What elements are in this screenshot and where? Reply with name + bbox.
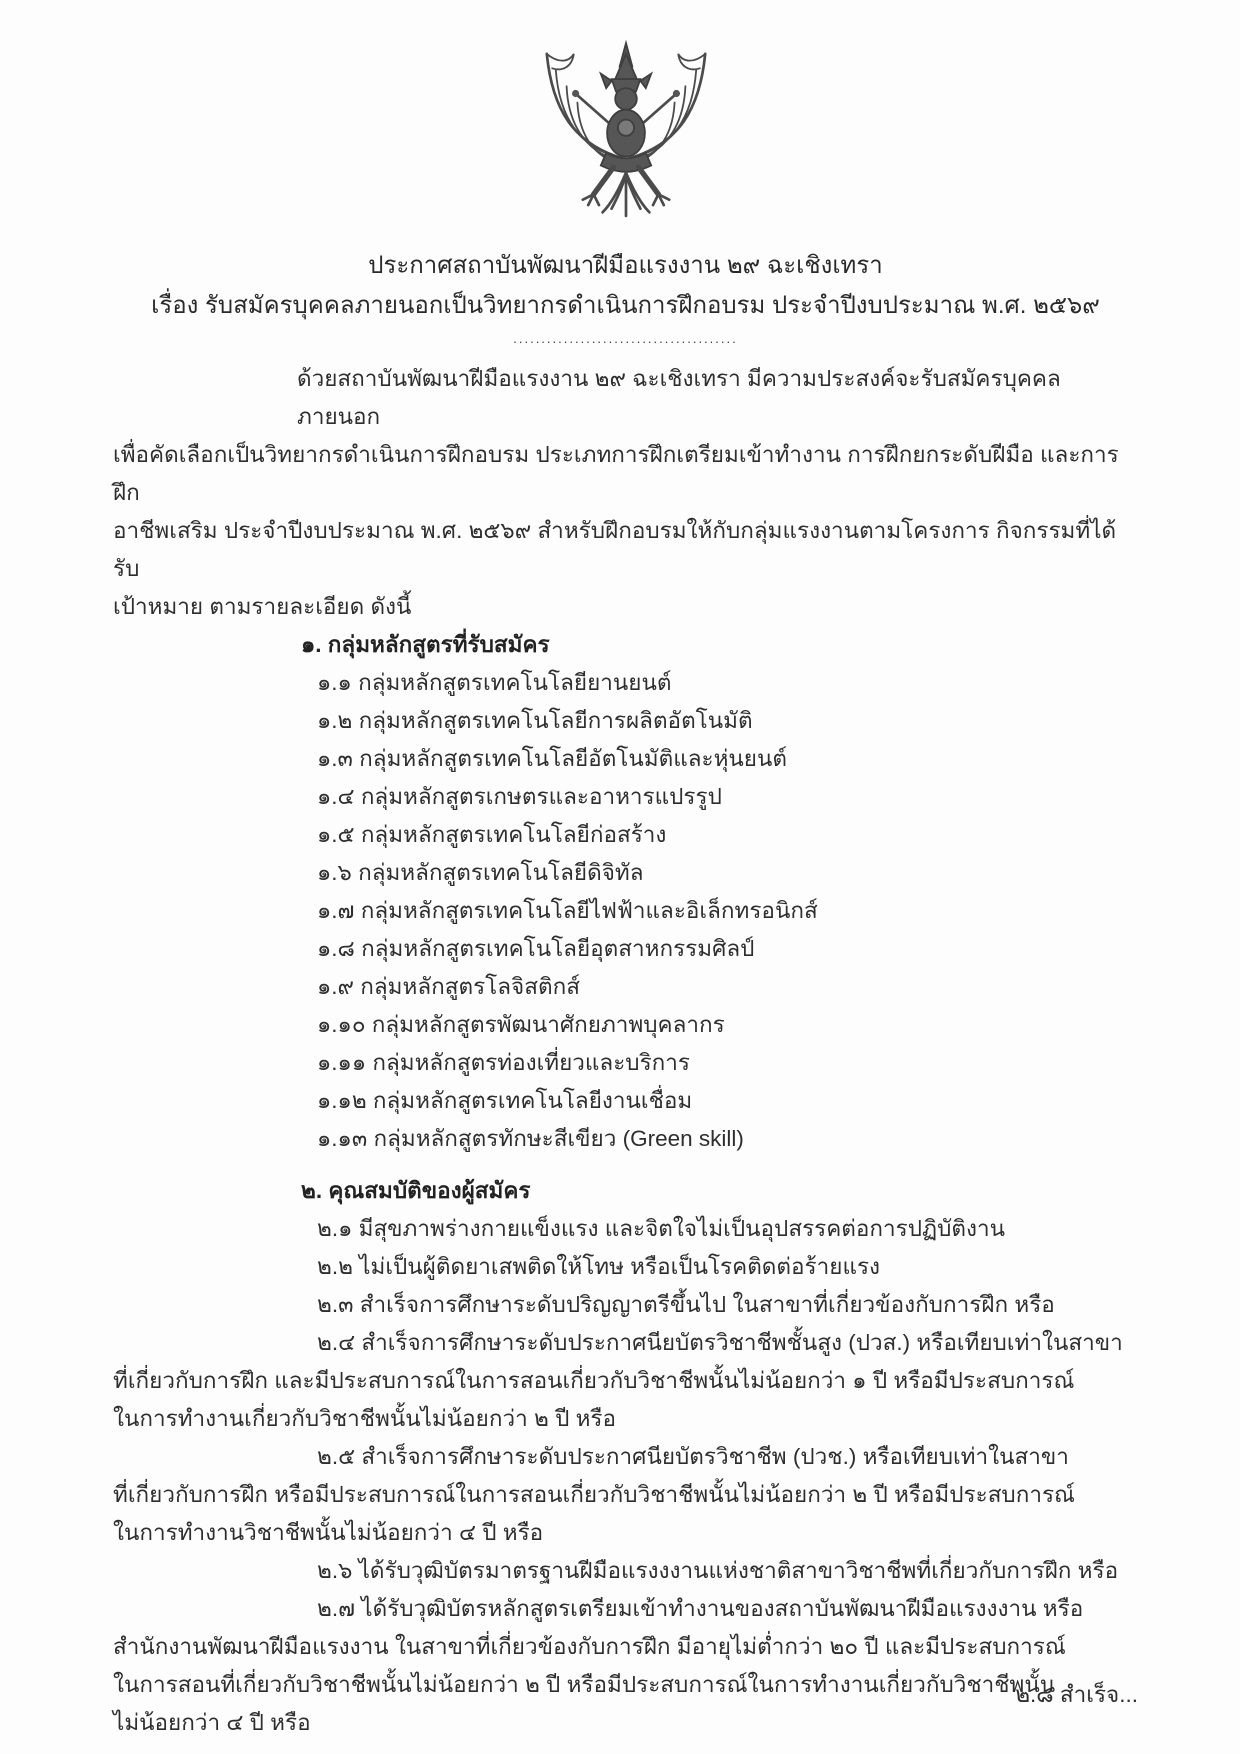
qualification-item-continuation: ที่เกี่ยวกับการฝึก หรือมีประสบการณ์ในการสอนเกี่ยวกับวิชาชีพนั้นไม่น้อยกว่า ๒ ปี หรือมีประสบการณ์ <box>113 1482 1075 1507</box>
course-group-item: ๑.๑๐ กลุ่มหลักสูตรพัฒนาศักยภาพบุคลากร <box>317 1012 725 1037</box>
qualification-item-continuation: ในการสอนที่เกี่ยวกับวิชาชีพนั้นไม่น้อยกว่า ๒ ปี หรือมีประสบการณ์ในการทำงานเกี่ยวกับวิชาชีพนั้น <box>113 1672 1056 1697</box>
qualification-item-continuation: ในการทำงานวิชาชีพนั้นไม่น้อยกว่า ๔ ปี หรือ <box>113 1520 544 1545</box>
qualification-item: ๒.๑ มีสุขภาพร่างกายแข็งแรง และจิตใจไม่เป็นอุปสรรคต่อการปฏิบัติงาน <box>317 1216 1006 1241</box>
qualification-item: ๒.๖ ได้รับวุฒิบัตรมาตรฐานฝีมือแรงงงานแห่งชาติสาขาวิชาชีพที่เกี่ยวกับการฝึก หรือ <box>317 1558 1119 1583</box>
section2-list <box>113 1210 1138 1742</box>
qualification-item: ๒.๗ ได้รับวุฒิบัตรหลักสูตรเตรียมเข้าทำงานของสถาบันพัฒนาฝีมือแรงงงาน หรือ <box>317 1596 1084 1621</box>
qualification-item-continuation: สำนักงานพัฒนาฝีมือแรงงาน ในสาขาที่เกี่ยวข้องกับการฝึก มีอายุไม่ต่ำกว่า ๒๐ ปี และมีประสบการณ์ <box>113 1634 1066 1659</box>
qualification-item-continuation: ในการทำงานเกี่ยวกับวิชาชีพนั้นไม่น้อยกว่า ๒ ปี หรือ <box>113 1406 617 1431</box>
qualification-item-continuation: ที่เกี่ยวกับการฝึก และมีประสบการณ์ในการสอนเกี่ยวกับวิชาชีพนั้นไม่น้อยกว่า ๑ ปี หรือมีประสบการณ์ <box>113 1368 1075 1393</box>
page-continuation-note: ๒.๘ สำเร็จ... <box>1015 1682 1138 1707</box>
course-group-item: ๑.๒ กลุ่มหลักสูตรเทคโนโลยีการผลิตอัตโนมัติ <box>317 708 753 733</box>
title-block <box>113 246 1138 348</box>
intro-paragraph <box>113 360 1138 626</box>
qualification-item: ๒.๔ สำเร็จการศึกษาระดับประกาศนียบัตรวิชาชีพชั้นสูง (ปวส.) หรือเทียบเท่าในสาขา <box>317 1330 1123 1355</box>
section1-heading: ๑. กลุ่มหลักสูตรที่รับสมัคร <box>301 632 550 657</box>
announcement-title: ประกาศสถาบันพัฒนาฝีมือแรงงาน ๒๙ ฉะเชิงเทรา <box>368 252 883 279</box>
dotted-divider: ........................................ <box>513 331 738 346</box>
intro-line: เพื่อคัดเลือกเป็นวิทยากรดำเนินการฝึกอบรม ประเภทการฝึกเตรียมเข้าทำงาน การฝึกยกระดับฝีมือ และการฝึก <box>113 442 1119 505</box>
course-group-item: ๑.๑๒ กลุ่มหลักสูตรเทคโนโลยีงานเชื่อม <box>317 1088 693 1113</box>
qualification-item: ๒.๒ ไม่เป็นผู้ติดยาเสพติดให้โทษ หรือเป็นโรคติดต่อร้ายแรง <box>317 1254 881 1279</box>
course-group-item: ๑.๘ กลุ่มหลักสูตรเทคโนโลยีอุตสาหกรรมศิลป์ <box>317 936 755 961</box>
course-group-item: ๑.๙ กลุ่มหลักสูตรโลจิสติกส์ <box>317 974 580 999</box>
section2-heading: ๒. คุณสมบัติของผู้สมัคร <box>301 1178 531 1203</box>
section1-list <box>113 664 1138 1158</box>
course-group-item: ๑.๖ กลุ่มหลักสูตรเทคโนโลยีดิจิทัล <box>317 860 644 885</box>
intro-line: อาชีพเสริม ประจำปีงบประมาณ พ.ศ. ๒๕๖๙ สำหรับฝึกอบรมให้กับกลุ่มแรงงานตามโครงการ กิจกรรมที่ได้รับ <box>113 518 1117 581</box>
course-group-item: ๑.๕ กลุ่มหลักสูตรเทคโนโลยีก่อสร้าง <box>317 822 667 847</box>
qualification-item: ๒.๓ สำเร็จการศึกษาระดับปริญญาตรีขึ้นไป ในสาขาที่เกี่ยวข้องกับการฝึก หรือ <box>317 1292 1055 1317</box>
intro-line: เป้าหมาย ตามรายละเอียด ดังนี้ <box>113 594 412 619</box>
course-group-item: ๑.๔ กลุ่มหลักสูตรเกษตรและอาหารแปรรูป <box>317 784 722 809</box>
emblem-container <box>113 36 1138 232</box>
course-group-item: ๑.๗ กลุ่มหลักสูตรเทคโนโลยีไฟฟ้าและอิเล็กทรอนิกส์ <box>317 898 818 923</box>
course-group-item: ๑.๑ กลุ่มหลักสูตรเทคโนโลยียานยนต์ <box>317 670 672 695</box>
announcement-subject: เรื่อง รับสมัครบุคคลภายนอกเป็นวิทยากรดำเนินการฝึกอบรม ประจำปีงบประมาณ พ.ศ. ๒๕๖๙ <box>151 292 1100 319</box>
garuda-emblem-icon <box>518 36 734 232</box>
course-group-item: ๑.๓ กลุ่มหลักสูตรเทคโนโลยีอัตโนมัติและหุ่นยนต์ <box>317 746 787 771</box>
course-group-item: ๑.๑๓ กลุ่มหลักสูตรทักษะสีเขียว (Green skill) <box>317 1126 744 1151</box>
intro-line: ด้วยสถาบันพัฒนาฝีมือแรงงาน ๒๙ ฉะเชิงเทรา มีความประสงค์จะรับสมัครบุคคลภายนอก <box>297 366 1061 429</box>
qualification-item-continuation: ไม่น้อยกว่า ๔ ปี หรือ <box>113 1710 311 1735</box>
qualification-item: ๒.๕ สำเร็จการศึกษาระดับประกาศนียบัตรวิชาชีพ (ปวช.) หรือเทียบเท่าในสาขา <box>317 1444 1069 1469</box>
course-group-item: ๑.๑๑ กลุ่มหลักสูตรท่องเที่ยวและบริการ <box>317 1050 691 1075</box>
